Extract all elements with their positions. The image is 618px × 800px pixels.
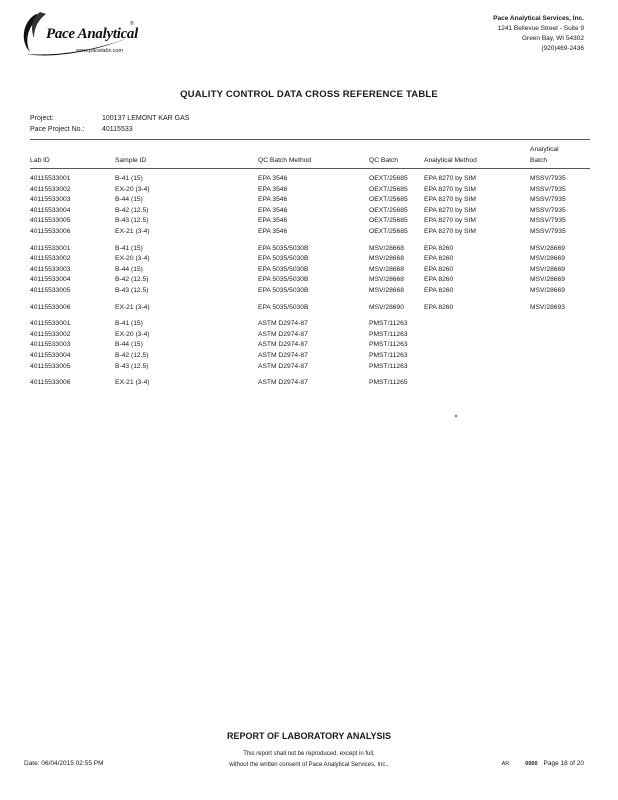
analytical-batch-cell: MSV/28669 [530,265,565,273]
pace-logo [18,8,148,60]
sample-id-cell: EX-20 (3-4) [115,255,150,263]
sample-id-cell: EX-21 (3-4) [115,303,150,311]
lab-id-cell: 40115533006 [30,303,71,311]
qc-batch-cell: OEXT/25685 [369,217,408,225]
footer-note-line-1: This report shall not be reproduced, except in full, [243,751,375,757]
stray-mark [455,415,457,417]
logo-wordmark: Pace Analytical [46,26,139,42]
address-line-2: Green Bay, WI 54302 [521,35,584,42]
analytical-method-cell: EPA 8260 [424,265,454,273]
company-address-block [493,14,584,54]
qc-batch-cell: MSV/28668 [369,244,404,252]
analytical-batch-cell: MSV/28669 [530,255,565,263]
lab-id-cell: 40115533003 [30,196,71,204]
sample-id-cell: B-43 (12.5) [115,217,149,225]
company-phone: (920)469-2436 [541,45,584,52]
qc-batch-cell: PMST/11263 [369,320,408,328]
analytical-method-cell: EPA 8260 [424,287,454,294]
pace-project-line [30,126,133,133]
lab-id-cell: 40115533004 [30,352,71,359]
qc-batch-method-cell: EPA 5035/5030B [258,276,309,284]
analytical-method-cell: EPA 8270 by SIM [424,196,476,204]
analytical-method-cell: EPA 8260 [424,244,454,252]
sample-id-cell: B-42 (12.5) [115,206,149,214]
analytical-batch-cell: MSSV/7935 [530,196,566,204]
sample-id-cell: B-44 (15) [115,341,143,349]
sample-id-cell: B-44 (15) [115,265,143,273]
pace-project-value: 40115533 [102,126,133,133]
sample-id-cell: B-41 (15) [115,244,143,252]
project-label: Project: [30,115,54,122]
qc-batch-method-cell: EPA 3546 [258,196,288,204]
sample-id-cell: EX-21 (3-4) [115,379,150,387]
qc-batch-method-cell: EPA 5035/5030B [258,265,309,273]
qc-batch-cell: PMST/11265 [369,379,408,387]
analytical-batch-cell: MSSV/7935 [530,206,566,214]
analytical-method-cell: EPA 8270 by SIM [424,175,476,182]
analytical-batch-cell: MSV/28669 [530,287,565,294]
qc-batch-cell: OEXT/25685 [369,185,408,193]
qc-batch-cell: MSV/28668 [369,287,404,294]
analytical-batch-cell: MSV/28693 [530,303,565,311]
table-row [30,186,590,197]
lab-id-cell: 40115533001 [30,175,71,182]
footer-note-line-2: without the written consent of Pace Analytical Services, Inc.. [229,762,389,768]
analytical-method-cell: EPA 8270 by SIM [424,185,476,193]
report-date: Date: 06/04/2015 02:55 PM [24,760,104,767]
qc-batch-method-cell: EPA 3546 [258,175,288,182]
table-row [30,341,590,352]
lab-id-cell: 40115533001 [30,244,71,252]
table-row [30,207,590,218]
footer-title: REPORT OF LABORATORY ANALYSIS [226,731,392,741]
col-analytical-batch-line1: Analytical [530,146,559,153]
qc-batch-cell: MSV/28668 [369,255,404,263]
lab-id-cell: 40115533002 [30,255,71,263]
sample-id-cell: B-43 (12.5) [115,287,149,294]
table-row [30,217,590,228]
col-analytical-batch-line2: Batch [530,157,548,164]
qc-batch-method-cell: ASTM D2974-87 [258,352,308,359]
table-row [30,255,590,266]
project-value: 100137 LEMONT KAR GAS [102,115,190,122]
qc-batch-method-cell: ASTM D2974-87 [258,320,308,328]
lab-id-cell: 40115533005 [30,287,71,294]
sample-id-cell: EX-20 (3-4) [115,185,150,193]
qc-batch-cell: PMST/11263 [369,362,408,370]
ar-code: AR [501,761,510,767]
table-row [30,379,590,390]
logo-trademark: ® [130,21,134,27]
analytical-batch-cell: MSSV/7935 [530,217,566,225]
analytical-batch-cell: MSV/28669 [530,276,565,284]
qc-batch-method-cell: ASTM D2974-87 [258,341,308,349]
lab-id-cell: 40115533003 [30,265,71,273]
qc-batch-method-cell: EPA 5035/5030B [258,255,309,263]
analytical-batch-cell: MSSV/7935 [530,185,566,193]
lab-id-cell: 40115533003 [30,341,71,349]
col-analytical-method: Analytical Method [424,157,477,164]
col-qc-batch-method: QC Batch Method [258,157,312,164]
table-top-rule [30,139,590,140]
address-line-1: 1241 Bellevue Street - Suite 9 [497,25,584,32]
qc-batch-cell: OEXT/25685 [369,206,408,214]
qc-batch-method-cell: EPA 5035/5030B [258,287,309,294]
pace-project-label: Pace Project No.: [30,126,85,133]
sample-id-cell: EX-21 (3-4) [115,228,150,235]
table-row [30,331,590,342]
sample-id-cell: B-42 (12.5) [115,276,149,284]
col-lab-id: Lab ID [30,157,50,164]
qc-batch-method-cell: EPA 3546 [258,217,288,225]
sample-id-cell: B-42 (12.5) [115,352,149,359]
analytical-method-cell: EPA 8260 [424,303,454,311]
company-name: Pace Analytical Services, Inc. [493,15,584,22]
logo-url: www.pacelabs.com [76,48,124,54]
page-info [502,760,584,767]
lab-id-cell: 40115533005 [30,362,71,370]
analytical-batch-cell: MSV/28669 [530,244,565,252]
qc-batch-cell: OEXT/25685 [369,175,408,182]
table-header [30,146,590,170]
table-row [30,228,590,239]
lab-id-cell: 40115533004 [30,206,71,214]
sample-id-cell: B-44 (15) [115,196,143,204]
sample-id-cell: B-43 (12.5) [115,362,149,370]
qc-batch-cell: MSV/28668 [369,265,404,273]
qc-batch-method-cell: ASTM D2974-87 [258,330,308,338]
qc-batch-method-cell: ASTM D2974-87 [258,362,308,370]
analytical-method-cell: EPA 8270 by SIM [424,217,476,225]
col-sample-id: Sample ID [115,157,147,164]
lab-id-cell: 40115533002 [30,330,71,338]
qc-batch-method-cell: EPA 5035/5030B [258,303,309,311]
qc-batch-cell: PMST/11263 [369,341,408,349]
report-title: QUALITY CONTROL DATA CROSS REFERENCE TABLE [180,89,438,100]
qc-batch-cell: MSV/28690 [369,303,404,311]
lab-id-cell: 40115533001 [30,320,71,328]
qc-batch-cell: OEXT/25685 [369,196,408,204]
lab-id-cell: 40115533002 [30,185,71,193]
lab-id-cell: 40115533005 [30,217,71,225]
qc-batch-method-cell: EPA 3546 [258,206,288,214]
table-row [30,266,590,277]
table-row [30,276,590,287]
sample-id-cell: EX-20 (3-4) [115,330,150,338]
lab-id-cell: 40115533004 [30,276,71,284]
analytical-method-cell: EPA 8270 by SIM [424,206,476,214]
qc-batch-cell: PMST/11263 [369,352,408,359]
lab-id-cell: 40115533006 [30,379,71,387]
project-line [30,115,189,122]
table-row [30,175,590,186]
qc-batch-cell: PMST/11263 [369,330,408,338]
header-bottom-rule [30,168,590,169]
page-number: Page 18 of 20 [543,760,584,767]
qc-batch-method-cell: EPA 3546 [258,185,288,193]
col-qc-batch: QC Batch [369,157,398,164]
qc-batch-method-cell: EPA 5035/5030B [258,244,309,252]
qc-batch-cell: OEXT/25685 [369,228,408,235]
lab-id-cell: 40115533006 [30,228,71,235]
sample-id-cell: B-41 (15) [115,320,143,328]
qc-batch-method-cell: EPA 3546 [258,228,288,235]
table-row [30,287,590,298]
analytical-batch-cell: MSSV/7935 [530,175,566,182]
table-row [30,363,590,374]
analytical-method-cell: EPA 8260 [424,276,454,284]
analytical-method-cell: EPA 8270 by SIM [424,228,476,235]
sample-id-cell: B-41 (15) [115,175,143,182]
doc-code: 0000 [525,761,538,767]
analytical-method-cell: EPA 8260 [424,255,454,263]
qc-batch-method-cell: ASTM D2974-87 [258,379,308,387]
analytical-batch-cell: MSSV/7935 [530,228,566,235]
table-row [30,245,590,256]
table-row [30,352,590,363]
table-row [30,320,590,331]
table-row [30,304,590,315]
table-row [30,196,590,207]
qc-batch-cell: MSV/28668 [369,276,404,284]
